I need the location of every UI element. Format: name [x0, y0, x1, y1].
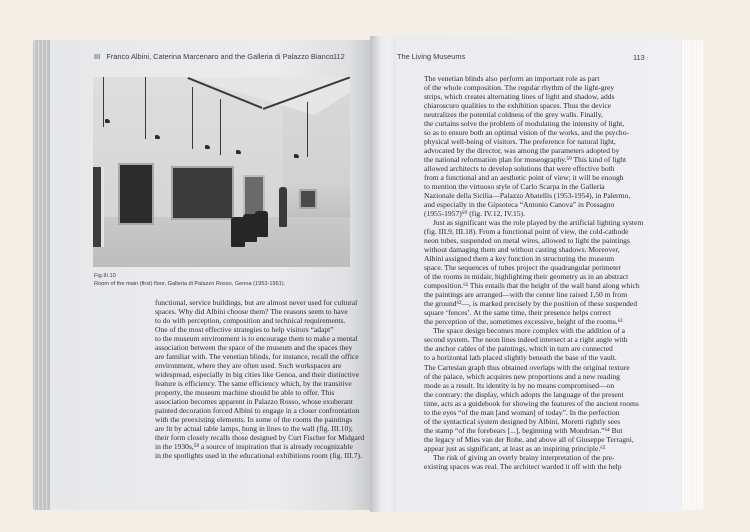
text-line: their form closely recalls those designed by Curt Fischer for Midgard: [155, 433, 365, 443]
text-line: neon tubes, suspended on metal wires, allowed to light the paintings: [424, 236, 630, 246]
text-line: chiaroscuro qualities to the exhibition spaces. Thus the device: [424, 101, 612, 111]
hanging-lamp: [236, 150, 241, 154]
text-line: without damaging them and without casting shadows. Moreover,: [424, 245, 620, 255]
text-line: are familiar with. The venetian blinds, for instance, recall the office: [155, 352, 359, 362]
text-line: Just as significant was the role played by the artificial lighting system: [433, 218, 644, 228]
text-line: to a horizontal lath placed slightly beneath the base of the vault.: [424, 353, 617, 363]
text-line: second system. The neon lines indeed intersect at a right angle with: [424, 335, 628, 345]
painting: [171, 166, 234, 220]
text-line: (fig. III.9, III.18). From a functional point of view, the cold-cathode: [424, 227, 629, 237]
text-line: (1955-1957)⁶⁰ (fig. IV.12, IV.15).: [424, 209, 525, 219]
text-line: strips, which creates alternating lines of light and shadow, adds: [424, 92, 615, 102]
hanging-lamp: [294, 154, 299, 158]
left-running-head: [94, 52, 334, 61]
text-line: to the museum environment is to encourage them to make a mental: [155, 334, 358, 344]
right-body-text: [424, 74, 643, 471]
text-line: square ‘fences’. At the same time, their presence helps correct: [424, 308, 612, 318]
text-line: feature is efficiency. The same efficiency which, by the transitive: [155, 379, 352, 389]
text-line: mode as a result. Its identity is by no means compromised—on: [424, 380, 615, 390]
text-line: the contrary: the display, which adopts the language of the present: [424, 389, 624, 399]
text-line: space. The sequences of tubes project the quadrangular perimeter: [424, 263, 622, 273]
chapter-title: Franco Albini, Caterina Marcenaro and the Galleria di Palazzo Bianco: [106, 52, 334, 61]
text-line: physical well-being of visitors. The preference for natural light,: [424, 137, 616, 147]
text-line: association becomes apparent in Palazzo Rosso, whose exuberant: [155, 397, 353, 407]
text-line: to do with perception, composition and technical requirements.: [155, 316, 346, 326]
left-body-text: [155, 298, 364, 460]
text-line: of the whole composition. The regular rhythm of the light-grey: [424, 83, 615, 93]
text-line: the legacy of Mies van der Rohe, and above all of Giuseppe Terragni,: [424, 434, 634, 444]
text-line: neutralizes the potential coldness of the grey walls. Finally,: [424, 110, 603, 120]
text-line: in the 1930s,⁵⁸ a source of inspiration that is already recognizable: [155, 442, 353, 452]
text-line: One of the most effective strategies to help visitors “adapt”: [155, 325, 334, 335]
left-page-edges: [33, 40, 51, 510]
text-line: The risk of giving an overly brainy interpretation of the pre-: [433, 452, 615, 462]
right-page-edges: [682, 40, 704, 510]
figure-photo-gallery-room: [93, 77, 350, 267]
text-line: the ground⁶²—, is marked precisely by the position of these suspended: [424, 299, 638, 309]
text-line: Albini assigned them a key function in structuring the museum: [424, 254, 615, 264]
text-line: in the spotlights used in the educational exhibitions room (fig. III.7).: [155, 451, 362, 461]
text-line: association between the space of the museum and the spaces they: [155, 343, 353, 353]
text-line: functional, service buildings, but are almost never used for cultural: [155, 298, 358, 307]
figure-caption: Room of the main (first) floor, Galleria di Palazzo Rosso, Genoa (1953-1961).: [94, 281, 286, 287]
text-line: the anchor cables of the paintings, which in turn are connected: [424, 344, 613, 354]
hanging-lamp: [105, 119, 110, 123]
text-line: allowed architects to develop solutions that were effective both: [424, 164, 615, 174]
text-line: existing spaces was real. The architect warded it off with the help: [424, 461, 622, 471]
hanging-lamp: [205, 145, 210, 149]
text-line: painted decoration forced Albini to engage in a closer confrontation: [155, 406, 360, 416]
text-line: the perception of the, sometimes excessive, height of the rooms.⁶³: [424, 317, 623, 327]
chair: [255, 211, 268, 237]
text-line: property, the museum machine should be able to offer. This: [155, 388, 335, 398]
text-line: environment, where they are often used. Such workspaces are: [155, 361, 342, 371]
right-page-number: 113: [633, 53, 645, 62]
text-line: so as to ensure both an optimal vision of the works, and the psycho-: [424, 128, 629, 138]
text-line: with the preexisting elements. In some of the rooms the paintings: [155, 415, 353, 425]
text-line: of the rooms in midair, highlighting their geometry as in an abstract: [424, 272, 629, 282]
text-line: The Cartesian graph thus obtained overlaps with the original texture: [424, 362, 630, 372]
painting: [299, 189, 317, 209]
easel: [279, 187, 287, 227]
painting: [118, 163, 154, 225]
text-line: widespread, especially in big cities like Genoa, and their distinctive: [155, 370, 359, 380]
text-line: to the eyes “of the man [and woman] of today”. In the perfection: [424, 407, 620, 417]
text-line: time, acts as a guidebook for showing the features of the ancient rooms: [424, 398, 639, 408]
right-running-head: The Living Museums: [397, 52, 466, 61]
book-gutter: [370, 36, 396, 512]
text-line: the paintings are arranged—with the center line raised 1,50 m from: [424, 290, 628, 300]
text-line: Nazionale della Sicilia—Palazzo Abatellis (1953-1954), in Palermo,: [424, 191, 631, 201]
text-line: to mention the virtuoso style of Carlo Scarpa in the Galleria: [424, 182, 605, 192]
text-line: the curtains solve the problem of modulating the intensity of light,: [424, 119, 625, 129]
text-line: advocated by the director, was among the parameters adopted by: [424, 146, 620, 156]
text-line: and especially in the Gipsoteca “Antonio Canova” in Possagno: [424, 200, 615, 210]
text-line: from a functional and an aesthetic point of view; it will be enough: [424, 173, 624, 183]
text-line: The space design becomes more complex with the addition of a: [433, 326, 625, 336]
text-line: are lit by actual table lamps, hung in lines to the wall (fig. III.10);: [155, 424, 353, 434]
section-numeral: III: [94, 52, 101, 61]
left-page-number: 112: [333, 52, 345, 61]
text-line: composition.⁶¹ This entails that the height of the wall band along which: [424, 281, 640, 291]
hanging-lamp: [155, 135, 160, 139]
text-line: appear just as significant, at least as an inspiring principle.⁶⁵: [424, 443, 606, 453]
text-line: spaces. Why did Albini choose them? The reasons seem to have: [155, 307, 348, 317]
text-line: of the palace, which acquires new proportions and a new reading: [424, 371, 620, 381]
text-line: The venetian blinds also perform an important role as part: [424, 74, 600, 83]
text-line: of the syntactical system designed by Albini, Moretti rightly sees: [424, 416, 621, 426]
text-line: the national reformation plan for museography.⁵⁹ This kind of light: [424, 155, 627, 165]
text-line: the stamp “of the forebears [...], beginning with Mondrian.”⁶⁴ But: [424, 425, 623, 435]
figure-label: Fig.III.10: [94, 273, 116, 279]
